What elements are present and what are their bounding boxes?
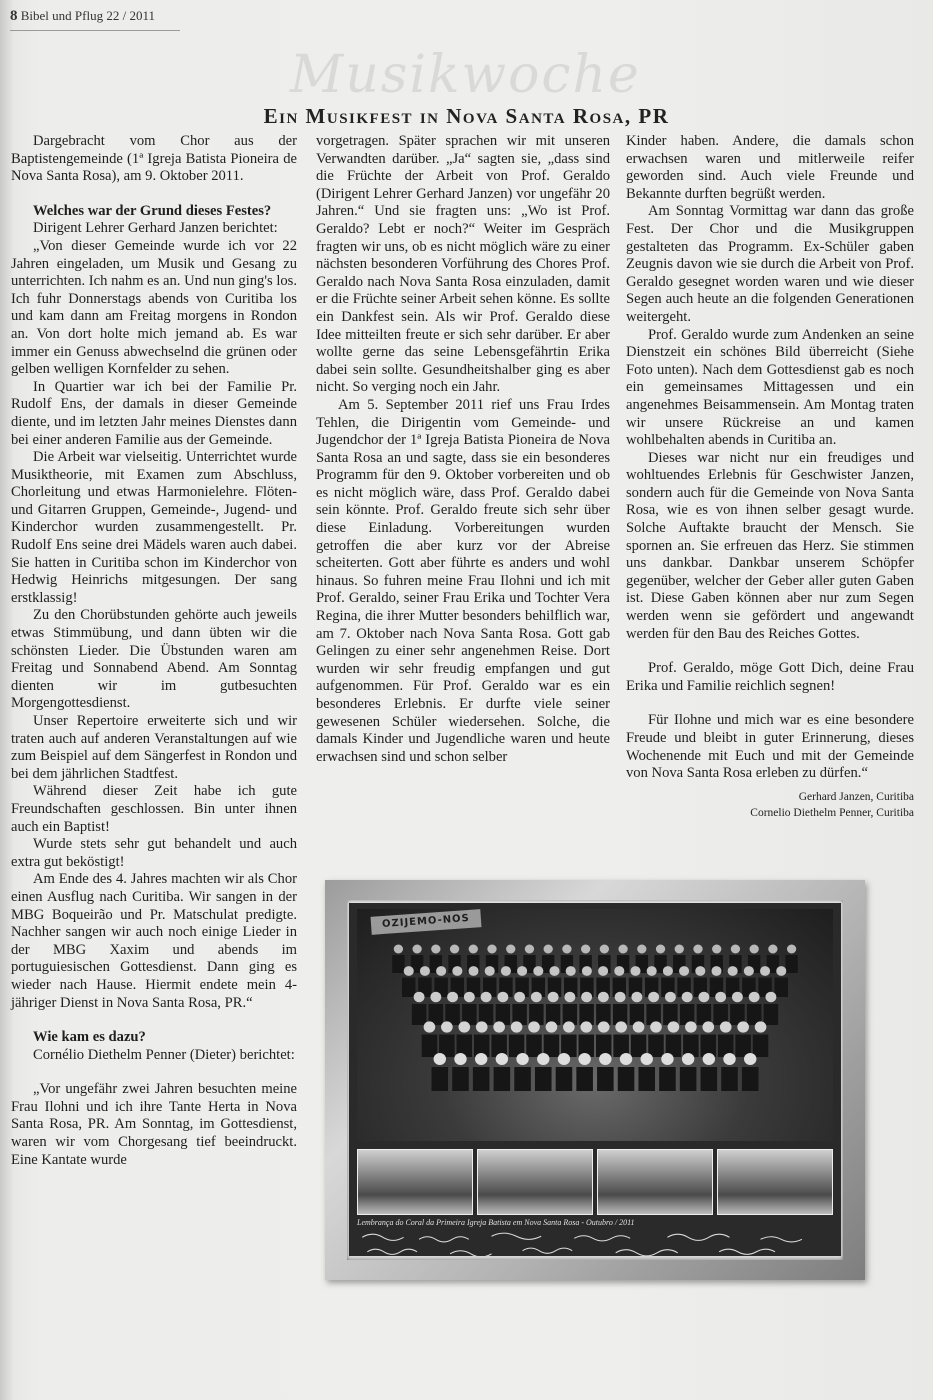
paragraph-spacer — [626, 695, 914, 712]
paragraph-spacer — [11, 1012, 297, 1029]
article-paragraph: Dieses war nicht nur ein freudiges und wohltuendes Erlebnis für Geschwister Janzen, sondern auch für die Gemeinde von Nova Santa Rosa, wie es von ihnen selber gesagt wurde. Solche Auftakte braucht der Mensch. Sie spornen an. Sie erfreuen das Herz. Sie stimmen uns dankbar. Dankbar unserem Schöpfer gegenüber, welcher der Geber aller guten Gaben ist. Diese Gaben können aber nur zum Segen werden wenn sie gefördert und angewandt werden für den Bau des Reiches Gottes. — [626, 449, 914, 642]
article-paragraph: Wurde stets sehr gut behandelt und auch extra gut beköstigt! — [11, 836, 297, 870]
header-divider — [10, 30, 180, 31]
photo-caption: Lembrança do Coral da Primeira Igreja Batista em Nova Santa Rosa - Outubro / 2011 — [357, 1218, 635, 1227]
handwritten-signatures-graphic — [357, 1229, 833, 1256]
section-heading: Wie kam es dazu? — [33, 1029, 146, 1046]
signature-line: Cornelio Diethelm Penner, Curitiba — [750, 806, 914, 819]
article-paragraph: Am Ende des 4. Jahres machten wir als Chor einen Ausflug nach Curitiba. Wir sangen in der MBG Boqueirão und Pr. Matschulat predigte. Nachher sangen wir auch noch einige Lieder in der MBG Xaxim und abends im portuguiesischen Gottesdienst. Dann ging es wieder nach Hause. Hiermit endete mein 4-jähriger Dienst in Nova Santa Rosa, PR.“ — [11, 871, 297, 1011]
article-column-1 — [11, 133, 297, 1169]
article-paragraph: Kinder haben. Andere, die damals schon erwachsen waren und mitlerweile reifer geworden sind. Auch viele Freunde und Bekannte durften begrüßt werden. — [626, 133, 914, 202]
paragraph-spacer — [11, 1064, 297, 1081]
article-paragraph: „Vor ungefähr zwei Jahren besuchten meine Frau Ilohni und ich ihre Tante Herta in Nova Santa Rosa, PR. Am Sonntag, im Gottesdienst, waren wir vom Chorgesang tief beeindruckt. Eine Kantate wurde — [11, 1081, 297, 1168]
article-paragraph: Dargebracht vom Chor aus der Baptistengemeinde (1ª Igreja Batista Pioneira de Nova Santa Rosa), am 9. Oktober 2011. — [11, 133, 297, 185]
photo-thumbnail — [477, 1149, 593, 1215]
paragraph-spacer — [626, 643, 914, 660]
article-paragraph: Unser Repertoire erweiterte sich und wir traten auch auf anderen Veranstaltungen auf wie zum Beispiel auf dem Sängerfest in Rondon und bei dem jährlichen Stadtfest. — [11, 713, 297, 782]
signature-line: Gerhard Janzen, Curitiba — [798, 790, 914, 803]
choir-banner: OZIJEMO-NOS — [371, 909, 482, 935]
photo-thumbnail — [717, 1149, 833, 1215]
article-paragraph: Dirigent Lehrer Gerhard Janzen berichtet: — [33, 220, 278, 237]
paragraph-spacer — [11, 186, 297, 203]
page-header — [10, 8, 155, 25]
photo-thumbnails — [357, 1149, 833, 1213]
page-number: 8 — [10, 8, 18, 24]
signature-block — [626, 789, 914, 821]
article-paragraph: Cornélio Diethelm Penner (Dieter) berichtet: — [33, 1046, 295, 1063]
section-heading: Welches war der Grund dieses Festes? — [33, 202, 272, 219]
article-paragraph: Die Arbeit war vielseitig. Unterrichtet wurde Musiktheorie, mit Examen zum Abschluss, Chorleitung und etwas Harmonielehre. Flöten- und Gitarren Gruppen, Gemeinde-, Jugend- und Kinderchor wurden zusammengestellt. Pr. Rudolf Ens seine drei Mädels waren auch dabei. Sie hatten in Curitiba schon im Kinderchor von Hedwig Heinrichs mitgesungen. Der sang erstklassig! — [11, 449, 297, 606]
article-paragraph: vorgetragen. Später sprachen wir mit unseren Verwandten darüber. „Ja“ sagten sie, „dass sind die Früchte der Arbeit von Prof. Geraldo (Dirigent Lehrer Gerhard Janzen) vor ungefähr 20 Jahren.“ Und sie fragten uns: „Wo ist Prof. Geraldo? Lebt er noch?“ Weiter im Gespräch fragten wir uns, ob es nicht möglich wäre zu einer nächsten besonderen Vorführung des Chores Prof. Geraldo nach Nova Santa Rosa einzuladen, damit er die Früchte seiner Arbeit sehen könne. Es sollte ein Dankfest sein. Als wir Prof. Geraldo diese Idee mitteilten freute er sich sehr darüber. Er aber wollte gerne das seine Lebensgefährtin Erika dabei sein sollte. Gesundheitshalber ging es aber nicht. So verging noch ein Jahr. — [316, 133, 610, 396]
publication-name: Bibel und Pflug 22 / 2011 — [20, 8, 155, 23]
choir-photo — [349, 903, 841, 1256]
photo-thumbnail — [357, 1149, 473, 1215]
photo-thumbnail — [597, 1149, 713, 1215]
article-paragraph: Prof. Geraldo, möge Gott Dich, deine Frau Erika und Familie reichlich segnen! — [626, 660, 914, 694]
framed-photo — [325, 880, 865, 1280]
article-paragraph: Zu den Chorübstunden gehörte auch jeweils etwas Stimmübung, und dann übten wir die schönsten Lieder. Die Übstunden waren am Freitag und Sonnabend Abend. Am Sonntag dienten wir im gutbesuchten Morgengottesdienst. — [11, 607, 297, 712]
article-column-3 — [626, 133, 914, 821]
article-paragraph: „Von dieser Gemeinde wurde ich vor 22 Jahren eingeladen, um Musik und Gesang zu unterrichten. Ich nahm es an. Und nun ging's los. Ich fuhr Donnerstags abends von Curitiba los und kam dann am Freitag morgens in Rondon an. Von dort holte mich jemand ab. Es war immer ein Genuss abwechselnd die grünen oder gelben welligen Kornfelder zu sehen. — [11, 237, 297, 378]
decorative-watermark: Musikwoche — [290, 45, 641, 105]
article-paragraph: Während dieser Zeit habe ich gute Freundschaften geschlossen. Bin unter ihnen auch ein Baptist! — [11, 783, 297, 835]
article-paragraph: In Quartier war ich bei der Familie Pr. Rudolf Ens, der damals in dieser Gemeinde diente, und im letzten Jahr meines Dienstes dann bei einer anderen Familie aus der Gemeinde. — [11, 378, 297, 448]
article-column-2 — [316, 133, 610, 766]
article-paragraph: Für Ilohne und mich war es eine besondere Freude und bleibt in guter Erinnerung, dieses Wochenende mit Euch und mit der Gemeinde von Nova Santa Rosa erleben zu dürfen.“ — [626, 712, 914, 782]
choir-group-picture — [357, 909, 833, 1141]
choir-members-graphic — [357, 909, 833, 1141]
article-title: Ein Musikfest in Nova Santa Rosa, PR — [263, 104, 670, 129]
article-paragraph: Am Sonntag Vormittag war dann das große Fest. Der Chor und die Musikgruppen gestalteten das Programm. Ex-Schüler gaben Zeugnis davon wie sie durch die Arbeit von Prof. Geraldo gesegnet worden waren und wie dieser Segen auch heute an die folgenden Generationen weitergeht. — [626, 203, 914, 325]
article-paragraph: Prof. Geraldo wurde zum Andenken an seine Dienstzeit ein schönes Bild überreicht (Siehe Foto unten). Nach dem Gottesdienst gab es noch ein gemeinsames Mittagessen und ein angenehmes Beisammensein. Am Montag traten wir unsere Rückreise an und kamen wohlbehalten abends in Curitiba an. — [626, 326, 914, 449]
article-paragraph: Am 5. September 2011 rief uns Frau Irdes Tehlen, die Dirigentin vom Gemeinde- und Jugendchor der 1ª Igreja Batista Pioneira de Nova Santa Rosa an und sagte, dass sie ein besonderes Programm für den 9. Oktober vorbereiten und ob es nicht möglich wäre, dass Prof. Geraldo dabei sein könnte. Prof. Geraldo freute sich sehr über diese Einladung. Vorbereitungen wurden getroffen die aber kurz vor der Abreise scheiterten. Gott aber führte es anders und wohl hinaus. So fuhren meine Frau Ilohni und ich mit Prof. Geraldo, seiner Frau Erika und Tochter Vera Regina, die ihrer Mutter besonders behilflich war, am 7. Oktober nach Nova Santa Rosa. Gott gab Gelingen zu einer sehr angenehmen Reise. Dort wurden wir sehr freudig empfangen und gut aufgenommen. Für Prof. Geraldo war es ein besonderes Erlebnis. Er durfte viele seiner gewesenen Schüler wiedersehen. Solche, die damals Kinder und Jugendliche waren und heute erwachsen sind und schon selber — [316, 396, 610, 765]
